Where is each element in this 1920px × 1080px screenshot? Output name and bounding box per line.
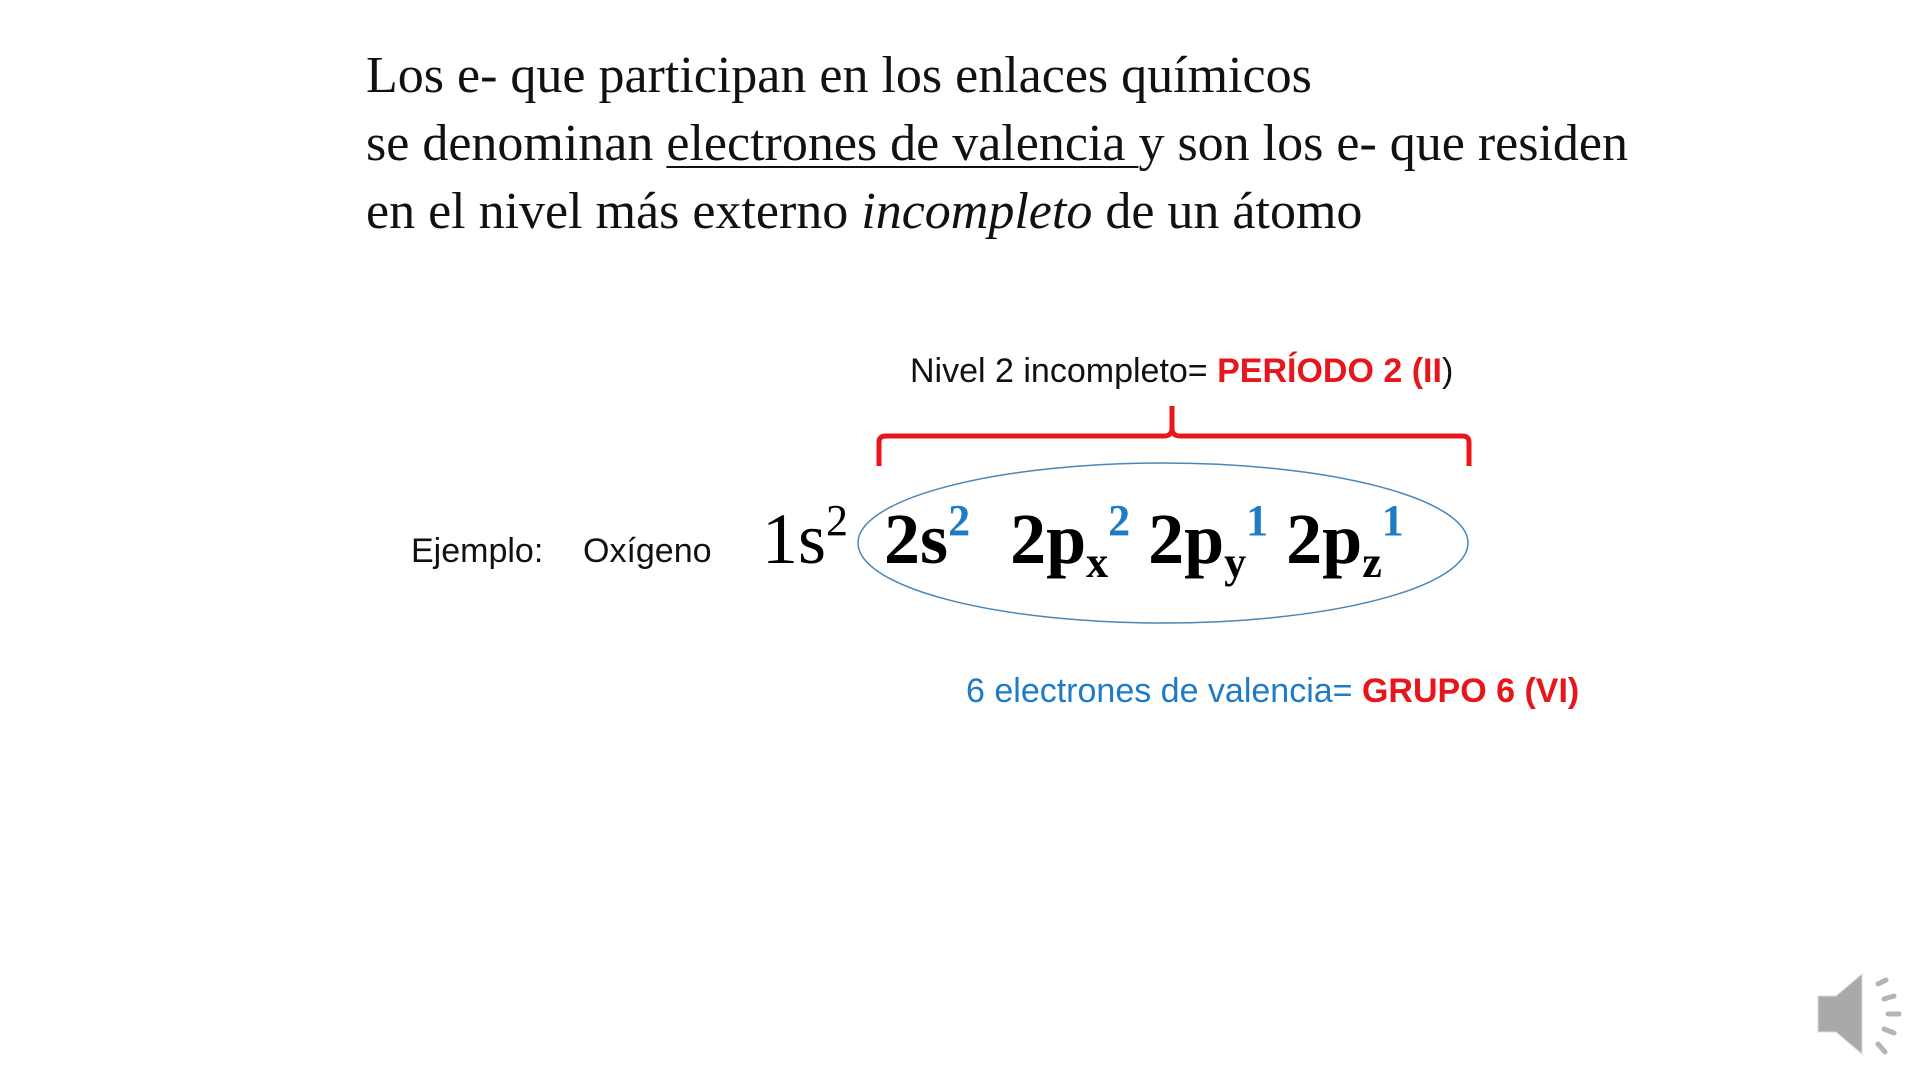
period-highlight: PERÍODO 2 (II bbox=[1217, 352, 1442, 390]
text: 6 electrones de valencia= bbox=[966, 672, 1362, 710]
text: se denominan bbox=[366, 115, 667, 172]
subscript: y bbox=[1224, 538, 1247, 587]
orbital-2s: 2s bbox=[884, 499, 949, 579]
example-label: Ejemplo: bbox=[411, 532, 544, 570]
speaker-icon[interactable] bbox=[1812, 966, 1912, 1066]
text: ) bbox=[1441, 352, 1454, 390]
curly-brace bbox=[879, 406, 1469, 466]
text: en el nivel más externo bbox=[366, 183, 862, 240]
electron-configuration bbox=[762, 495, 1404, 588]
text: y son los e- que residen bbox=[1138, 115, 1628, 172]
exponent: 1 bbox=[1246, 496, 1269, 545]
text: de un átomo bbox=[1092, 183, 1363, 240]
exponent: 2 bbox=[948, 496, 971, 545]
orbital-2px: 2p bbox=[1010, 499, 1087, 579]
element-name: Oxígeno bbox=[583, 532, 712, 570]
text: Nivel 2 incompleto= bbox=[910, 352, 1218, 390]
orbital-2py: 2p bbox=[1148, 499, 1225, 579]
title-line-1: Los e- que participan en los enlaces químicos bbox=[366, 47, 1312, 104]
exponent: 2 bbox=[826, 496, 849, 545]
underlined-term: electrones de valencia bbox=[666, 115, 1139, 172]
subscript: x bbox=[1086, 538, 1109, 587]
group-highlight: GRUPO 6 (VI) bbox=[1361, 672, 1580, 710]
exponent: 2 bbox=[1108, 496, 1131, 545]
orbital-2pz: 2p bbox=[1286, 499, 1363, 579]
group-label bbox=[966, 672, 1579, 711]
exponent: 1 bbox=[1381, 496, 1404, 545]
orbital-1s: 1s bbox=[762, 499, 827, 579]
italic-term: incompleto bbox=[861, 183, 1093, 240]
subscript: z bbox=[1362, 538, 1382, 587]
